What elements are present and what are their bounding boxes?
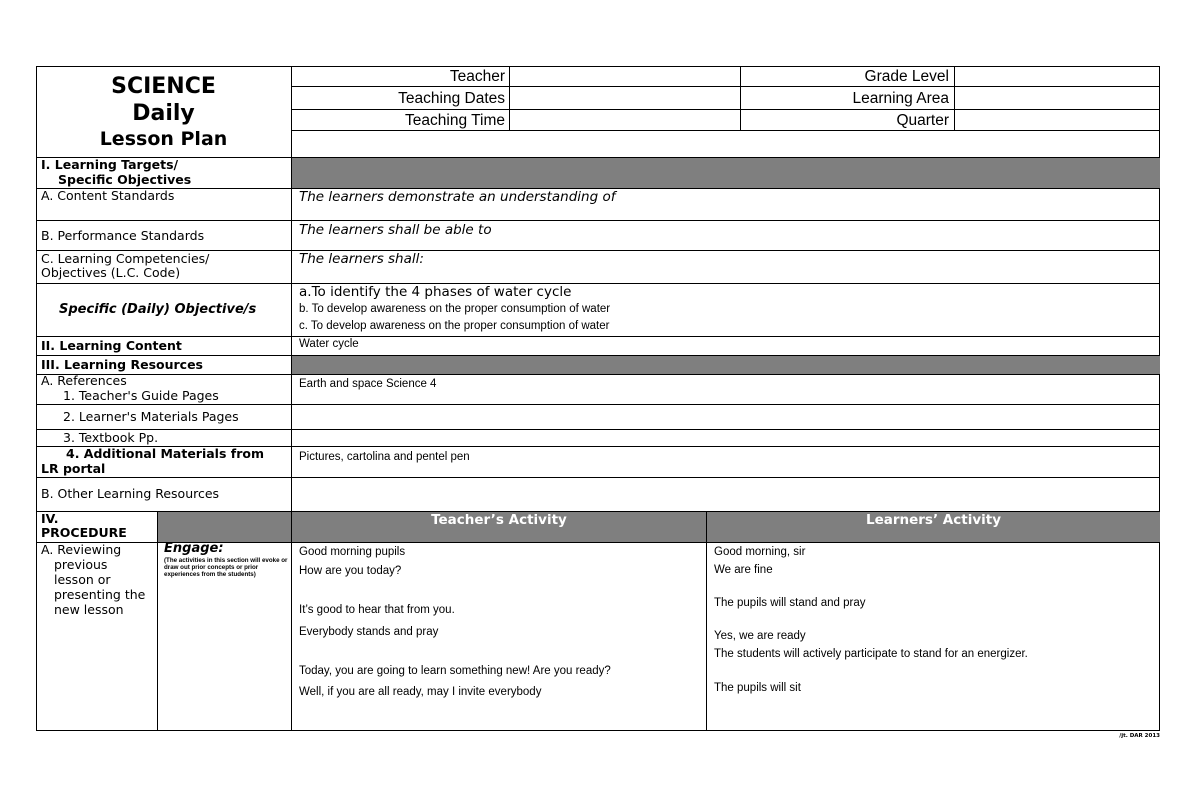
engage-title: Engage: — [164, 541, 224, 556]
teachers-guide-value: Earth and space Science 4 — [299, 378, 437, 390]
competencies-label: C. Learning Competencies/ — [41, 251, 210, 266]
teacher-activity-header: Teacher’s Activity — [431, 512, 567, 528]
learning-targets-label: I. Learning Targets/ — [41, 157, 179, 172]
learner-activity-header: Learners’ Activity — [865, 512, 1002, 528]
content-standards-label: A. Content Standards — [41, 188, 175, 203]
objectives-header-band — [292, 158, 1160, 188]
performance-standards-value: The learners shall be able to — [299, 222, 492, 238]
row-divider — [36, 220, 1160, 221]
learning-content-label: II. Learning Content — [41, 338, 182, 353]
step-label-line: new lesson — [54, 602, 124, 617]
textbook-label: 3. Textbook Pp. — [63, 430, 159, 445]
resources-header-band — [292, 356, 1160, 374]
teacher-activity-line: How are you today? — [299, 565, 402, 577]
procedure-number-label: IV. — [41, 511, 59, 526]
teacher-activity-line: Good morning pupils — [299, 546, 406, 558]
lr-portal-label: LR portal — [41, 461, 106, 476]
procedure-label: PROCEDURE — [41, 525, 127, 540]
competencies-value: The learners shall: — [299, 251, 424, 267]
teacher-label: Teacher — [449, 68, 505, 85]
quarter-label: Quarter — [896, 112, 949, 129]
column-divider — [157, 511, 158, 731]
teacher-activity-line: Today, you are going to learn something new! Are you ready? — [299, 665, 611, 677]
learning-resources-label: III. Learning Resources — [41, 357, 203, 372]
learner-activity-line: The pupils will stand and pray — [714, 597, 866, 609]
learning-area-label: Learning Area — [852, 90, 949, 107]
column-divider — [740, 66, 741, 130]
row-divider — [292, 130, 1160, 131]
engage-note: (The activities in this section will evoke or draw out prior concepts or prior experiences from the students) — [164, 557, 288, 578]
procedure-header-band-left — [158, 512, 292, 542]
specific-daily-objectives-label: Specific (Daily) Objective/s — [59, 302, 257, 317]
teaching-time-label: Teaching Time — [405, 112, 505, 129]
row-divider — [36, 404, 1160, 405]
competencies-code-label: Objectives (L.C. Code) — [41, 265, 181, 280]
column-divider — [509, 66, 510, 130]
references-label: A. References — [41, 373, 127, 388]
row-divider — [292, 109, 1160, 110]
column-divider — [954, 66, 955, 130]
learning-content-value: Water cycle — [299, 338, 359, 350]
teachers-guide-label: 1. Teacher's Guide Pages — [63, 388, 219, 403]
row-divider — [36, 429, 1160, 430]
step-label-line: lesson or — [54, 572, 111, 587]
learner-activity-line: The pupils will sit — [714, 682, 801, 694]
specific-objectives-label: Specific Objectives — [58, 172, 192, 187]
additional-materials-label: 4. Additional Materials from — [66, 446, 264, 461]
content-standards-value: The learners demonstrate an understanding of — [299, 189, 616, 205]
row-divider — [36, 336, 1160, 337]
lesson-plan-title: Lesson Plan — [99, 128, 228, 150]
row-divider — [36, 477, 1160, 478]
additional-materials-value: Pictures, cartolina and pentel pen — [299, 451, 470, 463]
learners-materials-label: 2. Learner's Materials Pages — [63, 409, 239, 424]
step-label-line: presenting the — [54, 587, 146, 602]
row-divider — [292, 86, 1160, 87]
teacher-activity-line: Well, if you are all ready, may I invite everybody — [299, 686, 542, 698]
row-divider — [36, 283, 1160, 284]
teacher-activity-line: It’s good to hear that from you. — [299, 604, 455, 616]
specific-objective-b: b. To develop awareness on the proper consumption of water — [299, 303, 611, 315]
specific-objective-c: c. To develop awareness on the proper consumption of water — [299, 320, 610, 332]
learner-activity-line: We are fine — [714, 564, 773, 576]
teacher-activity-line: Everybody stands and pray — [299, 626, 439, 638]
step-label-line: previous — [54, 557, 108, 572]
grade-level-label: Grade Level — [864, 68, 949, 85]
subject-title: SCIENCE — [111, 74, 216, 99]
step-label-line: A. Reviewing — [41, 542, 122, 557]
row-divider — [36, 157, 1160, 158]
learner-activity-line: Good morning, sir — [714, 546, 806, 558]
teaching-dates-label: Teaching Dates — [398, 90, 505, 107]
column-divider — [706, 511, 707, 731]
other-resources-label: B. Other Learning Resources — [41, 486, 220, 501]
learner-activity-line: The students will actively participate to stand for an energizer. — [714, 648, 1028, 660]
learner-activity-line: Yes, we are ready — [714, 630, 806, 642]
row-divider — [36, 374, 1160, 375]
daily-title: Daily — [132, 101, 195, 126]
row-divider — [36, 355, 1160, 356]
footer-code: /jt. DAR 2013 — [1119, 733, 1160, 739]
performance-standards-label: B. Performance Standards — [41, 228, 205, 243]
specific-objective-a: a.To identify the 4 phases of water cycle — [299, 284, 572, 300]
column-divider — [291, 66, 292, 731]
